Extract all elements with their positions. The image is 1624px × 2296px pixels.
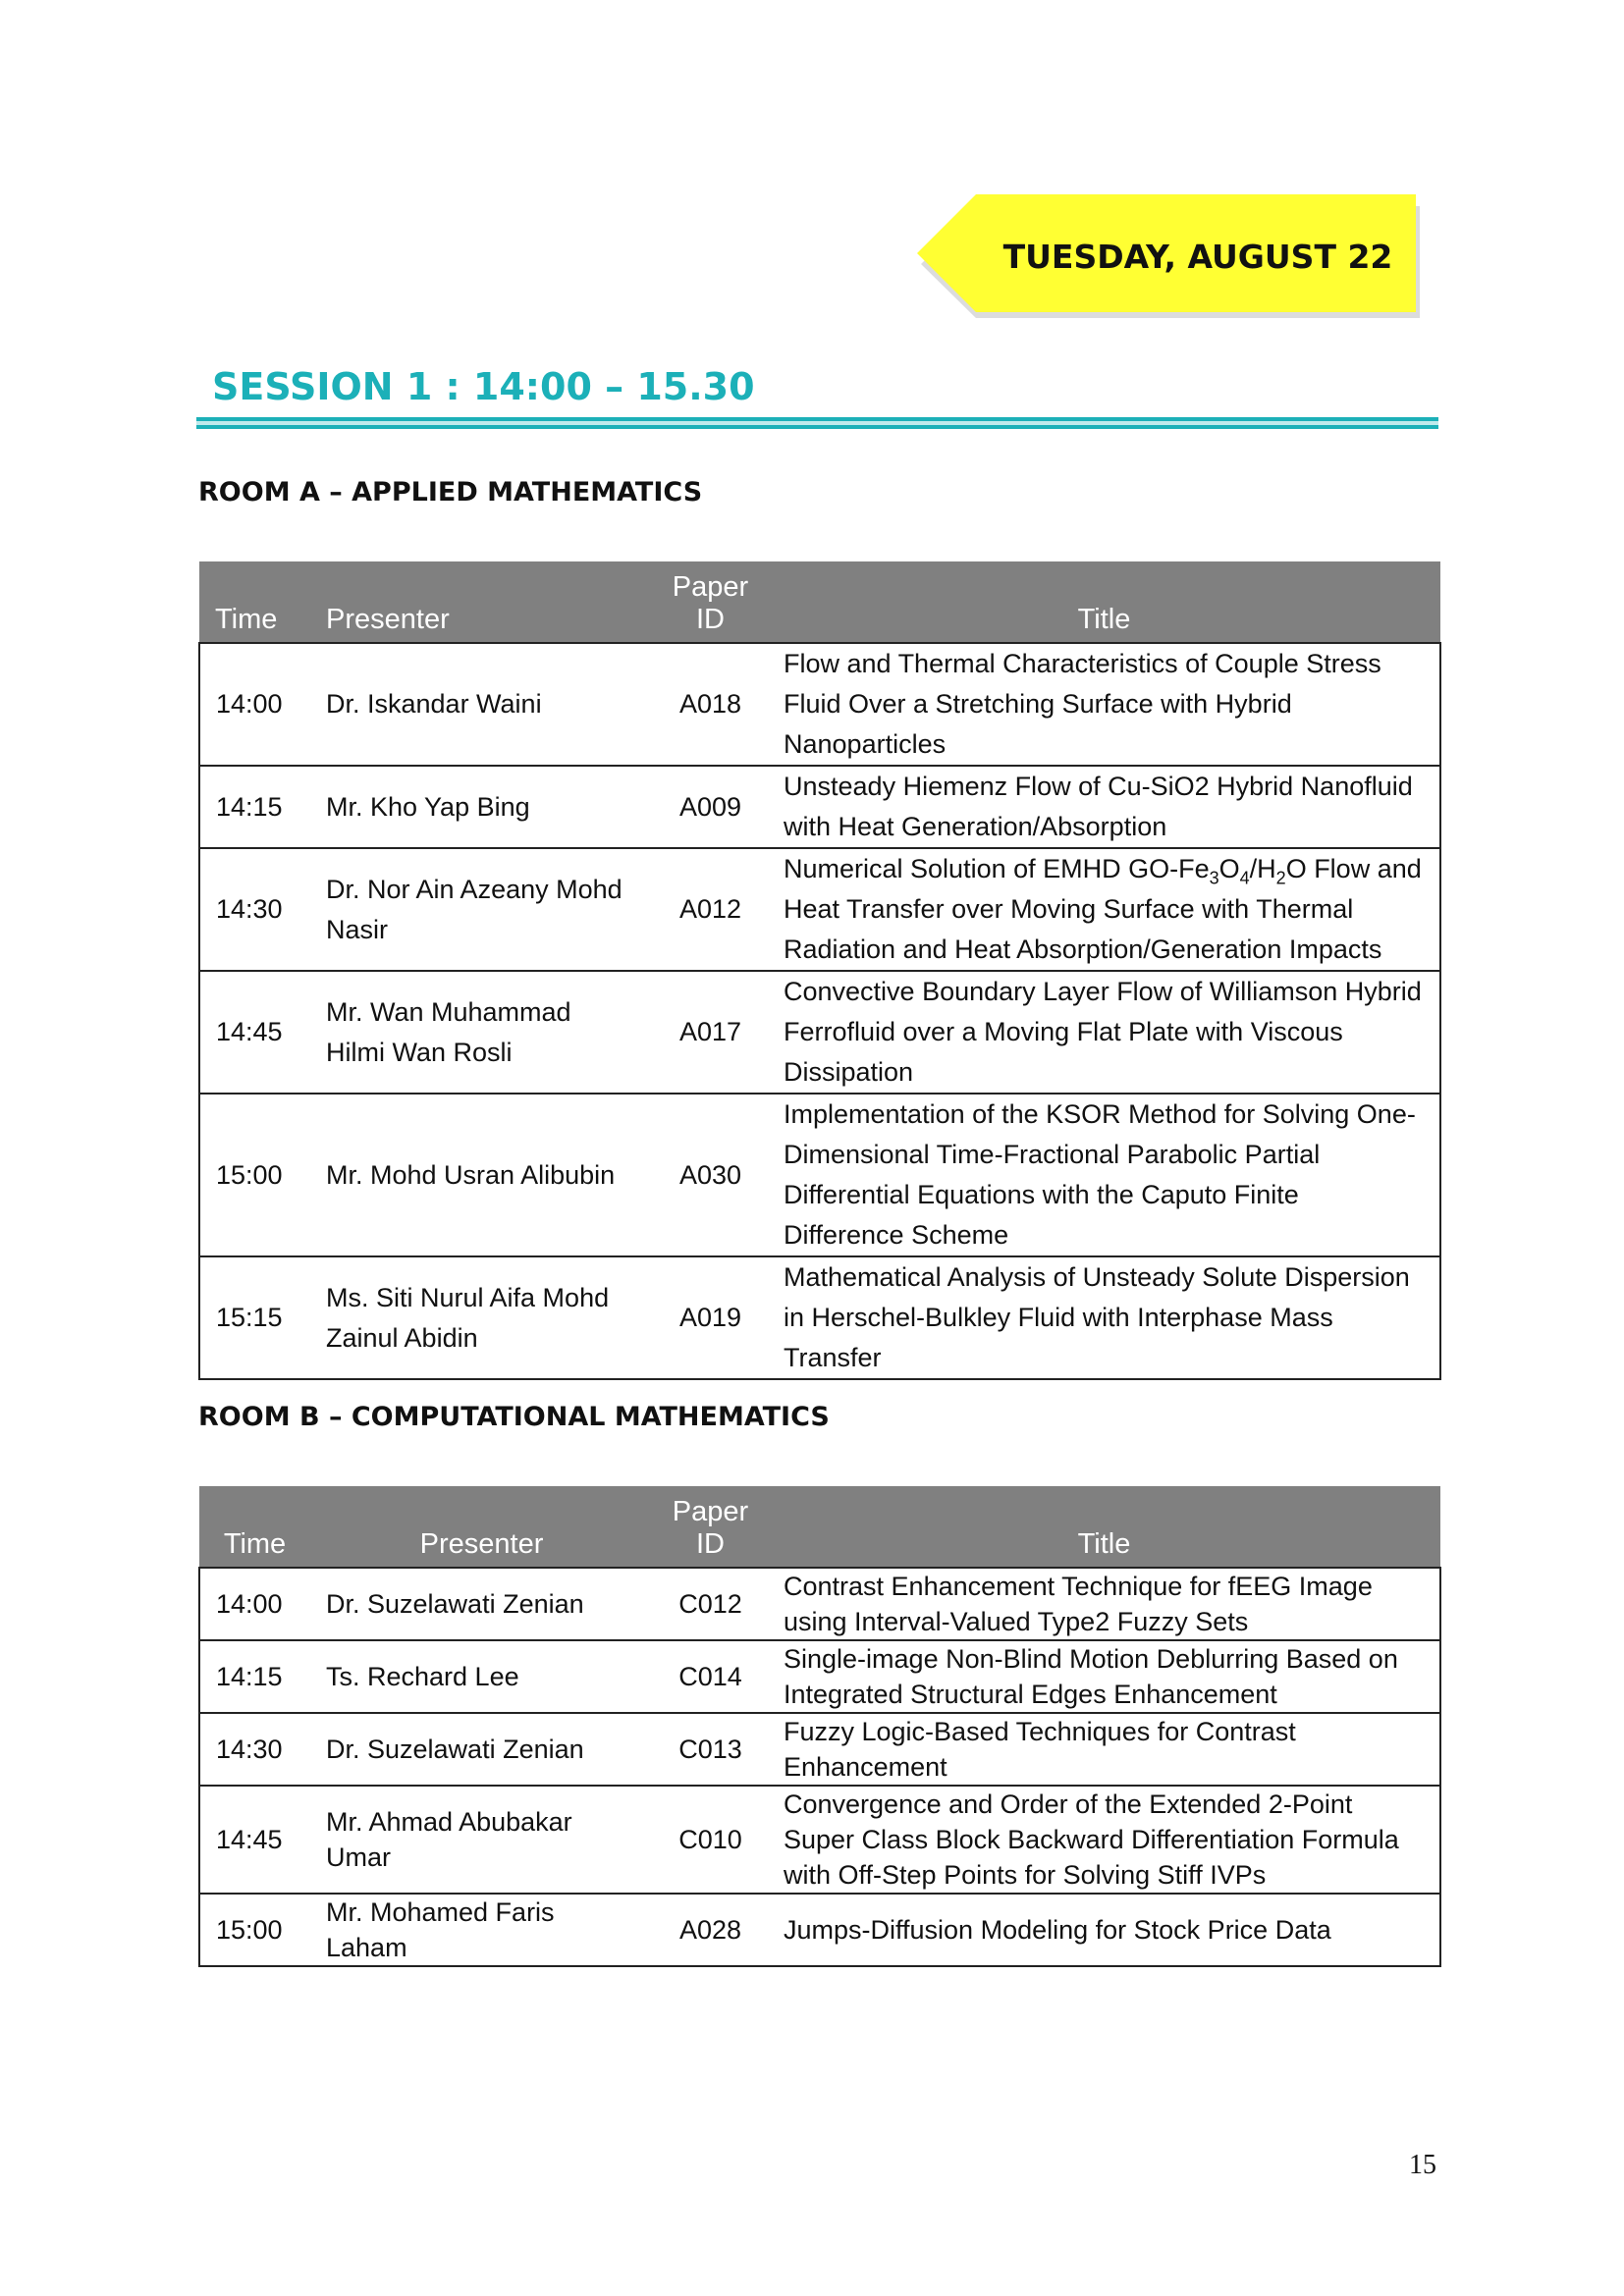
table-row	[199, 971, 1440, 1094]
paper-id-cell: C014	[653, 1640, 768, 1713]
presenter-cell: Dr. Suzelawati Zenian	[310, 1713, 653, 1786]
day-banner	[917, 194, 1420, 318]
time-cell: 14:15	[199, 766, 310, 848]
paper-id-cell: C010	[653, 1786, 768, 1894]
paper-id-cell: C013	[653, 1713, 768, 1786]
table-row	[199, 643, 1440, 766]
paper-id-cell: A018	[653, 643, 768, 766]
room-a-schedule-table	[198, 561, 1441, 1380]
presenter-cell: Mr. Ahmad Abubakar Umar	[310, 1786, 653, 1894]
table-row	[199, 1640, 1440, 1713]
subscript: 3	[1209, 868, 1219, 888]
title-cell: Unsteady Hiemenz Flow of Cu-SiO2 Hybrid Nanofluid with Heat Generation/Absorption	[768, 766, 1440, 848]
title-text: /H	[1249, 854, 1276, 883]
title-cell: Flow and Thermal Characteristics of Couple Stress Fluid Over a Stretching Surface with Hybrid Nanoparticles	[768, 643, 1440, 766]
time-cell: 14:30	[199, 848, 310, 971]
time-cell: 14:45	[199, 971, 310, 1094]
table-row	[199, 766, 1440, 848]
title-cell: Single-image Non-Blind Motion Deblurring Based on Integrated Structural Edges Enhancement	[768, 1640, 1440, 1713]
column-header-title: Title	[768, 1486, 1440, 1568]
column-header-time: Time	[199, 561, 310, 643]
subscript: 4	[1239, 868, 1250, 888]
table-header-row	[199, 1486, 1440, 1568]
table-header-row	[199, 561, 1440, 643]
time-cell: 15:15	[199, 1256, 310, 1379]
title-cell: Convergence and Order of the Extended 2-Point Super Class Block Backward Differentiation Formula with Off-Step Points for Solving Stiff IVPs	[768, 1786, 1440, 1894]
time-cell: 14:45	[199, 1786, 310, 1894]
presenter-cell: Mr. Mohd Usran Alibubin	[310, 1094, 653, 1256]
paper-id-cell: A030	[653, 1094, 768, 1256]
column-header-presenter: Presenter	[310, 561, 653, 643]
page-number: 15	[1409, 2150, 1436, 2180]
room-b-heading: ROOM B – COMPUTATIONAL MATHEMATICS	[198, 1402, 830, 1432]
title-cell: Fuzzy Logic-Based Techniques for Contrast Enhancement	[768, 1713, 1440, 1786]
paper-id-cell: A012	[653, 848, 768, 971]
time-cell: 14:00	[199, 643, 310, 766]
presenter-cell: Dr. Nor Ain Azeany Mohd Nasir	[310, 848, 653, 971]
table-row	[199, 1568, 1440, 1640]
table-row	[199, 1094, 1440, 1256]
time-cell: 15:00	[199, 1894, 310, 1966]
subscript: 2	[1275, 868, 1286, 888]
room-a-heading: ROOM A – APPLIED MATHEMATICS	[198, 477, 703, 507]
column-header-paper-id: Paper ID	[653, 561, 768, 643]
session-divider	[196, 417, 1438, 429]
paper-id-cell: A009	[653, 766, 768, 848]
paper-id-cell: A028	[653, 1894, 768, 1966]
column-header-presenter: Presenter	[310, 1486, 653, 1568]
title-cell: Implementation of the KSOR Method for Solving One-Dimensional Time-Fractional Parabolic Partial Differential Equations with the Caputo Finite Difference Scheme	[768, 1094, 1440, 1256]
title-cell: Mathematical Analysis of Unsteady Solute Dispersion in Herschel-Bulkley Fluid with Interphase Mass Transfer	[768, 1256, 1440, 1379]
title-text: O	[1218, 854, 1240, 883]
presenter-cell: Ms. Siti Nurul Aifa Mohd Zainul Abidin	[310, 1256, 653, 1379]
paper-id-cell: A017	[653, 971, 768, 1094]
title-cell	[768, 848, 1440, 971]
paper-id-cell: A019	[653, 1256, 768, 1379]
presenter-cell: Mr. Wan Muhammad Hilmi Wan Rosli	[310, 971, 653, 1094]
presenter-cell: Dr. Iskandar Waini	[310, 643, 653, 766]
column-header-paper-id: Paper ID	[653, 1486, 768, 1568]
title-cell: Convective Boundary Layer Flow of Williamson Hybrid Ferrofluid over a Moving Flat Plate with Viscous Dissipation	[768, 971, 1440, 1094]
title-text: O Flow and Heat Transfer over Moving Surface with Thermal Radiation and Heat Absorption/Generation Impacts	[784, 854, 1422, 964]
presenter-cell: Ts. Rechard Lee	[310, 1640, 653, 1713]
day-label: TUESDAY, AUGUST 22	[1002, 237, 1393, 276]
presenter-cell: Mr. Mohamed Faris Laham	[310, 1894, 653, 1966]
table-row	[199, 1894, 1440, 1966]
title-cell: Jumps-Diffusion Modeling for Stock Price Data	[768, 1894, 1440, 1966]
table-row	[199, 1786, 1440, 1894]
column-header-title: Title	[768, 561, 1440, 643]
title-text: Numerical Solution of EMHD GO-Fe	[784, 854, 1210, 883]
presenter-cell: Dr. Suzelawati Zenian	[310, 1568, 653, 1640]
paper-id-cell: C012	[653, 1568, 768, 1640]
room-b-schedule-table	[198, 1486, 1441, 1967]
table-row	[199, 848, 1440, 971]
time-cell: 14:15	[199, 1640, 310, 1713]
session-title: SESSION 1 : 14:00 – 15.30	[212, 365, 755, 408]
presenter-cell: Mr. Kho Yap Bing	[310, 766, 653, 848]
table-row	[199, 1256, 1440, 1379]
time-cell: 14:00	[199, 1568, 310, 1640]
table-row	[199, 1713, 1440, 1786]
time-cell: 15:00	[199, 1094, 310, 1256]
column-header-time: Time	[199, 1486, 310, 1568]
title-cell: Contrast Enhancement Technique for fEEG Image using Interval-Valued Type2 Fuzzy Sets	[768, 1568, 1440, 1640]
time-cell: 14:30	[199, 1713, 310, 1786]
